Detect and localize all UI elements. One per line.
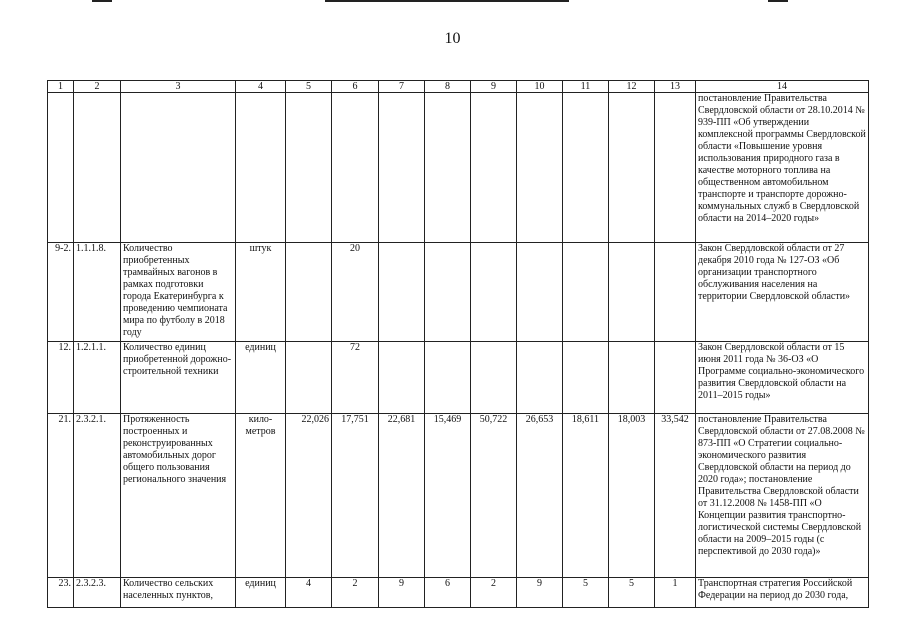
row-legal-basis: Закон Свердловской области от 27 декабря 2010 года № 127-ОЗ «Об организации транспортного обслуживания населения на территории Свердловской области» [696,243,869,342]
row-value [425,243,471,342]
row-value [563,342,609,414]
col-header: 8 [425,81,471,93]
col-header: 6 [332,81,379,93]
row-value: 72 [332,342,379,414]
row-value: 5 [609,578,655,608]
row-unit: кило-метров [236,414,286,578]
row-value: 18,003 [609,414,655,578]
row-value: 1 [655,578,696,608]
row-indicator-name: Количество единиц приобретенной дорожно-строительной техники [121,342,236,414]
table-row [48,342,869,414]
col-header: 14 [696,81,869,93]
table-row [48,93,869,243]
row-unit: единиц [236,578,286,608]
row-indicator-name [121,93,236,243]
row-value [609,342,655,414]
row-number: 9-2. [48,243,74,342]
row-code: 2.3.2.1. [74,414,121,578]
row-value [655,243,696,342]
top-rule-right [768,0,788,2]
row-value [471,243,517,342]
col-header: 12 [609,81,655,93]
row-unit [236,93,286,243]
row-value [655,93,696,243]
col-header: 9 [471,81,517,93]
row-value: 18,611 [563,414,609,578]
row-value [563,243,609,342]
row-code [74,93,121,243]
col-header: 10 [517,81,563,93]
row-code: 2.3.2.3. [74,578,121,608]
row-value [655,342,696,414]
page-number: 10 [444,30,461,47]
row-value [286,342,332,414]
col-header: 1 [48,81,74,93]
row-value [609,93,655,243]
row-value [609,243,655,342]
row-value: 6 [425,578,471,608]
row-indicator-name: Протяженность построенных и реконструированных автомобильных дорог общего пользования регионального значения [121,414,236,578]
header-row [48,81,869,93]
row-value [332,93,379,243]
row-value: 26,653 [517,414,563,578]
row-number: 21. [48,414,74,578]
row-value: 20 [332,243,379,342]
row-value [517,243,563,342]
row-unit: единиц [236,342,286,414]
row-legal-basis: постановление Правительства Свердловской области от 27.08.2008 № 873-ПП «О Стратегии социально-экономического развития Свердловской области на период до 2020 года»; постановление Правительства Свердловской области от 31.12.2008 № 1458-ПП «О Концепции развития транспортно-логистической системы Свердловской области на 2009–2015 годы (с перспективой до 2030 года)» [696,414,869,578]
row-value [286,93,332,243]
row-indicator-name: Количество сельских населенных пунктов, [121,578,236,608]
row-value [379,93,425,243]
indicator-table [47,80,869,608]
row-value [425,93,471,243]
row-number: 12. [48,342,74,414]
row-value: 5 [563,578,609,608]
table-row [48,414,869,578]
row-value: 9 [379,578,425,608]
row-value: 2 [471,578,517,608]
row-value [517,93,563,243]
row-value: 2 [332,578,379,608]
row-value: 50,722 [471,414,517,578]
row-value [286,243,332,342]
row-value: 17,751 [332,414,379,578]
row-code: 1.1.1.8. [74,243,121,342]
row-value: 22,026 [286,414,332,578]
row-code: 1.2.1.1. [74,342,121,414]
col-header: 13 [655,81,696,93]
row-unit: штук [236,243,286,342]
col-header: 3 [121,81,236,93]
table-row [48,243,869,342]
row-value [379,243,425,342]
row-value [563,93,609,243]
row-value [379,342,425,414]
row-value: 15,469 [425,414,471,578]
col-header: 7 [379,81,425,93]
row-legal-basis: Закон Свердловской области от 15 июня 2011 года № 36-ОЗ «О Программе социально-экономического развития Свердловской области на 2011–2015 годы» [696,342,869,414]
row-legal-basis: Транспортная стратегия Российской Федерации на период до 2030 года, [696,578,869,608]
row-value [471,342,517,414]
row-value: 33,542 [655,414,696,578]
col-header: 4 [236,81,286,93]
row-value: 9 [517,578,563,608]
row-value: 4 [286,578,332,608]
row-indicator-name: Количество приобретенных трамвайных вагонов в рамках подготовки города Екатеринбурга к проведению чемпионата мира по футболу в 2018 году [121,243,236,342]
row-value [471,93,517,243]
row-legal-basis: постановление Правительства Свердловской области от 28.10.2014 № 939-ПП «Об утверждении комплексной программы Свердловской области «Повышение уровня использования природного газа в качестве моторного топлива на общественном автомобильном транспорте и транспорте дорожно-коммунальных служб в Свердловской области на 2014–2020 годы» [696,93,869,243]
row-number: 23. [48,578,74,608]
table-row [48,578,869,608]
row-value [517,342,563,414]
col-header: 5 [286,81,332,93]
row-number [48,93,74,243]
row-value: 22,681 [379,414,425,578]
col-header: 11 [563,81,609,93]
col-header: 2 [74,81,121,93]
top-rule-center [325,0,569,2]
row-value [425,342,471,414]
top-rule-left [92,0,112,2]
